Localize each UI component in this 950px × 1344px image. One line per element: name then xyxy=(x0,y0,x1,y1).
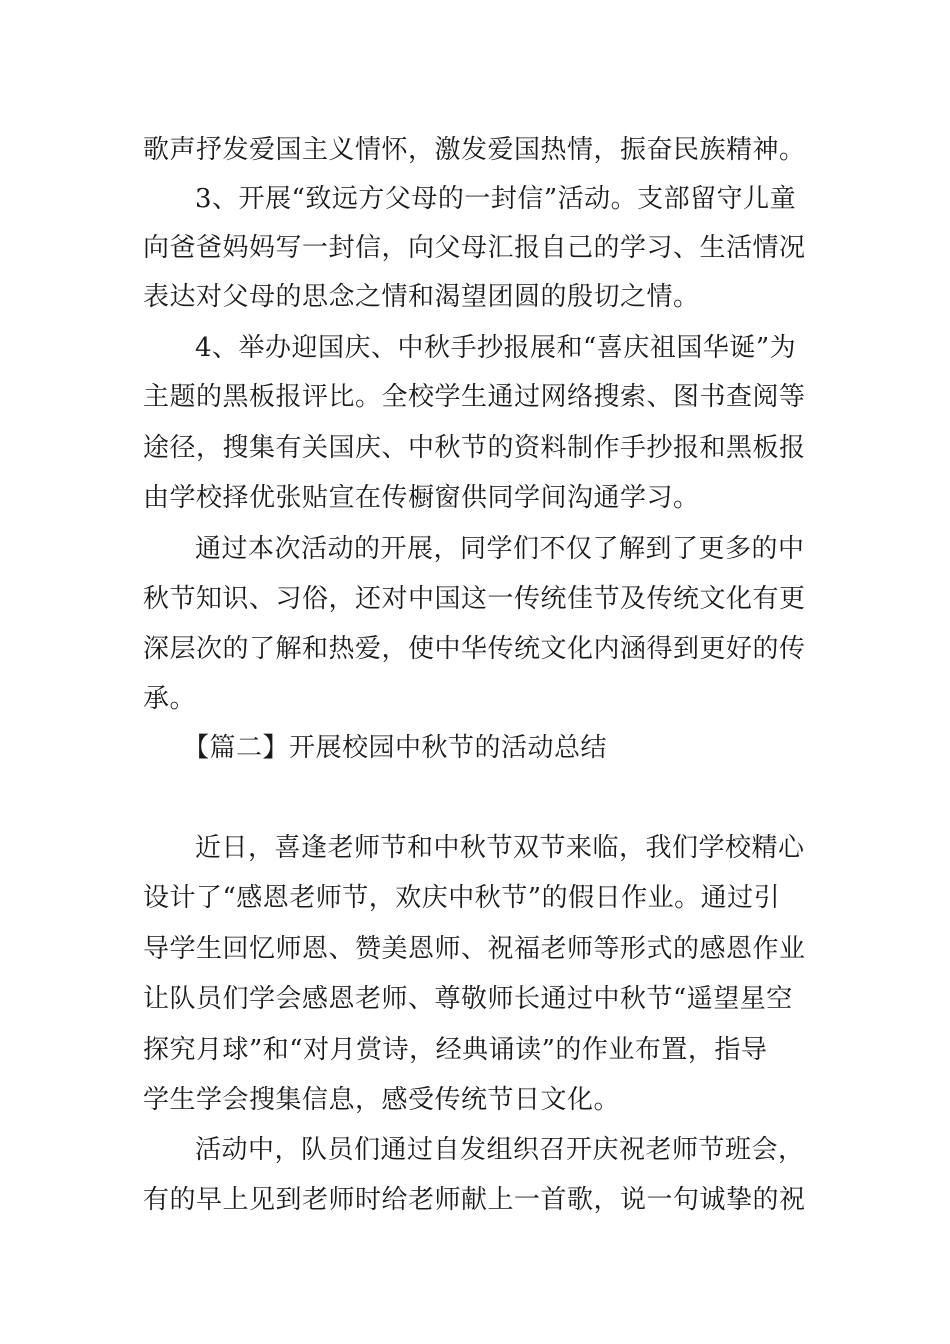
text-line: 秋节知识、习俗，还对中国这一传统佳节及传统文化有更 xyxy=(143,584,806,614)
text-line: 向爸爸妈妈写一封信，向父母汇报自己的学习、生活情况 xyxy=(143,233,806,263)
text-line: 途径，搜集有关国庆、中秋节的资料制作手抄报和黑板报 xyxy=(143,433,806,463)
text-line: 活动中，队员们通过自发组织召开庆祝老师节班会， xyxy=(195,1135,805,1165)
text-line: 有的早上见到老师时给老师献上一首歌，说一句诚挚的祝 xyxy=(143,1185,806,1215)
text-line: 表达对父母的思念之情和渴望团圆的殷切之情。 xyxy=(143,282,700,312)
section-heading: 【篇二】开展校园中秋节的活动总结 xyxy=(183,733,608,763)
text-line: 承。 xyxy=(143,684,197,714)
text-line: 3、开展“致远方父母的一封信”活动。支部留守儿童 xyxy=(195,184,797,214)
text-line: 让队员们学会感恩老师、尊敬师长通过中秋节“遥望星空 xyxy=(143,984,793,1014)
text-line: 4、举办迎国庆、中秋手抄报展和“喜庆祖国华诞”为 xyxy=(195,333,797,363)
text-line: 导学生回忆师恩、赞美恩师、祝福老师等形式的感恩作业 xyxy=(143,934,806,964)
text-line: 通过本次活动的开展，同学们不仅了解到了更多的中 xyxy=(195,534,805,564)
text-line: 近日，喜逢老师节和中秋节双节来临，我们学校精心 xyxy=(195,833,805,863)
text-line: 深层次的了解和热爱，使中华传统文化内涵得到更好的传 xyxy=(143,634,806,664)
text-line: 歌声抒发爱国主义情怀，激发爱国热情，振奋民族精神。 xyxy=(143,135,806,165)
text-line: 学生学会搜集信息，感受传统节日文化。 xyxy=(143,1085,621,1115)
text-line: 由学校择优张贴宣在传橱窗供同学间沟通学习。 xyxy=(143,483,700,513)
text-line: 主题的黑板报评比。全校学生通过网络搜索、图书查阅等 xyxy=(143,382,806,412)
text-line: 设计了“感恩老师节，欢庆中秋节”的假日作业。通过引 xyxy=(143,883,781,913)
text-line: 探究月球”和“对月赏诗，经典诵读”的作业布置，指导 xyxy=(143,1035,768,1065)
